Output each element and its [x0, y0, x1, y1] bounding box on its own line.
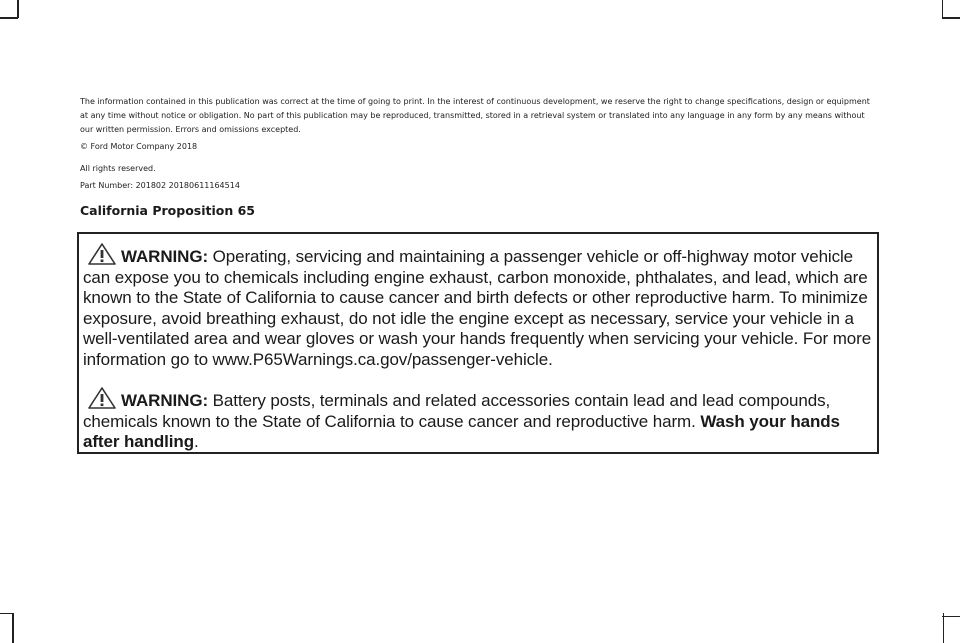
rights-notice: All rights reserved. — [80, 164, 156, 173]
warning-triangle-icon — [87, 386, 117, 410]
warning-emphasis: Wash your hands after handling — [83, 411, 840, 451]
crop-mark — [12, 613, 14, 643]
warning-end: . — [194, 432, 199, 451]
crop-mark — [942, 616, 960, 618]
crop-mark — [0, 613, 13, 615]
warning-label: WARNING: — [121, 391, 209, 410]
part-number: Part Number: 201802 20180611164514 — [80, 181, 240, 190]
crop-mark — [17, 0, 19, 18]
crop-mark — [943, 613, 945, 643]
legal-disclaimer: The information contained in this publication was correct at the time of going to print. In the interest of continuous development, we reserve the right to change specifications, design or equipment at any time without notice or obligation. No part of this publication may be reproduced, transmitted, stored in a retrieval system or translated into any language in any form by any means without our written permission. Errors and omissions excepted. — [80, 97, 870, 134]
warning-text: Operating, servicing and maintaining a passenger vehicle or off-highway motor vehicle can expose you to chemicals including engine exhaust, carbon monoxide, phthalates, and lead, which are known to the State of California to cause cancer and birth defects or other reproductive harm. To minimize exposure, avoid breathing exhaust, do not idle the engine except as necessary, service your vehicle in a well-ventilated area and wear gloves or wash your hands frequently when servicing your vehicle. For more information go to www.P65Warnings.ca.gov/passenger-vehicle. — [83, 247, 872, 369]
warning-triangle-icon — [87, 242, 117, 266]
section-title: California Proposition 65 — [80, 203, 256, 218]
warning-paragraph — [83, 386, 879, 453]
crop-mark — [0, 17, 18, 19]
crop-mark — [942, 0, 944, 18]
warning-text: Battery posts, terminals and related accessories contain lead and lead compounds, chemicals known to the State of California to cause cancer and reproductive harm. — [83, 391, 831, 431]
warning-label: WARNING: — [121, 247, 209, 266]
copyright-notice: © Ford Motor Company 2018 — [80, 142, 198, 151]
crop-mark — [942, 17, 960, 19]
warning-paragraph — [83, 242, 879, 370]
warning-box — [77, 232, 879, 454]
